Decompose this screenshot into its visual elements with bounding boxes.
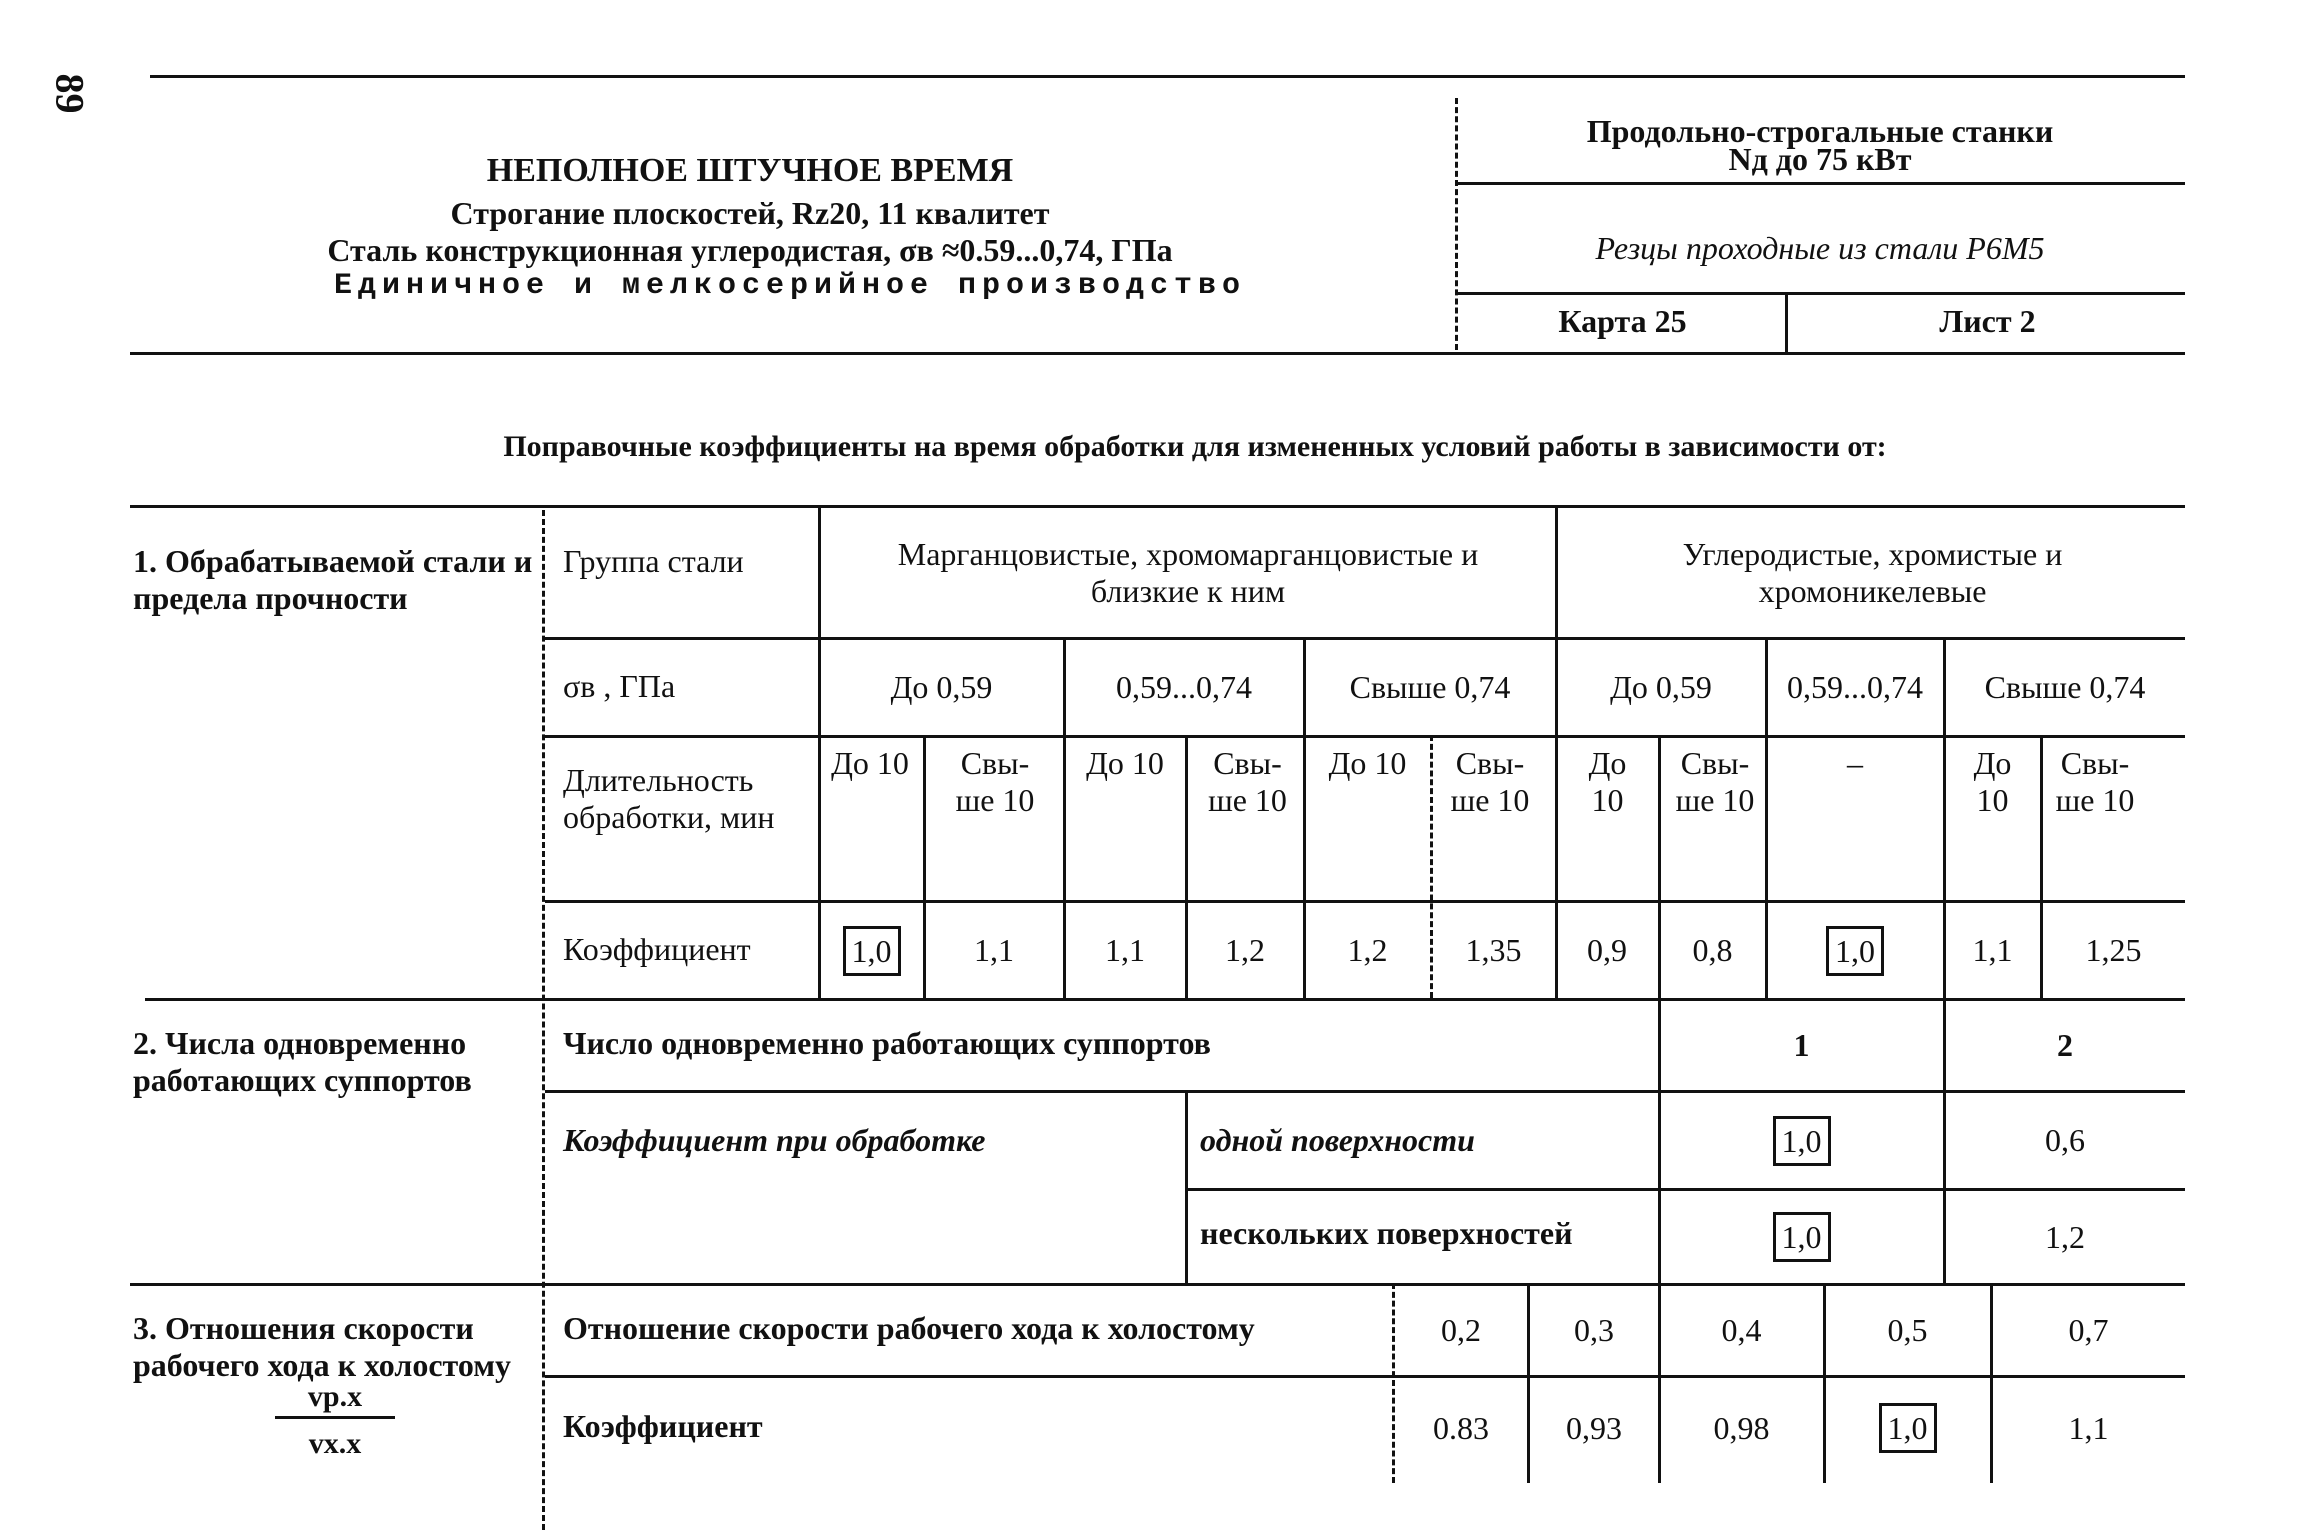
one-surface-1 — [1660, 1093, 1943, 1188]
strength-cell: 0,59...0,74 — [1116, 669, 1252, 705]
coef-cell: 0,9 — [1587, 932, 1627, 968]
duration-cell: До 10 — [1086, 745, 1164, 781]
coef-value: 1,0 — [1826, 926, 1884, 976]
tool-name: Резцы проходные из стали Р6М5 — [1595, 230, 2045, 266]
s2-v-surface — [1185, 1090, 1188, 1283]
coef-cell: 1,1 — [1972, 932, 2013, 968]
duration-cell: – — [1847, 745, 1863, 781]
coef-cell-boxed — [820, 903, 923, 998]
s3-coef-cell: 0,98 — [1713, 1409, 1770, 1446]
coef-value: 1,0 — [843, 926, 901, 976]
strength-cell: Свыше 0,74 — [1349, 669, 1511, 705]
strength-cell: Свыше 0,74 — [1984, 669, 2146, 705]
section2-label: 2. Числа одновременно работающих суппортов — [133, 1025, 472, 1098]
ratio-cell: 0,3 — [1574, 1312, 1614, 1348]
s3-coef-cell: 0,93 — [1566, 1409, 1622, 1446]
duration-cell: До 10 — [1973, 745, 2012, 818]
strength-cell: До 0,59 — [890, 669, 993, 705]
s3-coef-cell: 1,1 — [2068, 1409, 2109, 1446]
steel-group-label: Группа стали — [563, 543, 744, 579]
header-rule-1 — [1455, 182, 2185, 185]
s3-coefficient-label: Коэффициент — [563, 1408, 763, 1444]
duration-cell: Свы- ше 10 — [1675, 745, 1755, 818]
s3-coef-cell: 0.83 — [1433, 1409, 1489, 1446]
header-top-rule — [150, 75, 2185, 78]
coef-cell: 1,2 — [1225, 932, 1265, 968]
coef-cell: 0,8 — [1692, 932, 1733, 968]
coef-cell: 1,2 — [1347, 932, 1388, 968]
duration-cell: До 10 — [831, 745, 909, 781]
steel-group-manganese: Марганцовистые, хромомарганцовистые и близкие к ним — [897, 535, 1479, 609]
duration-cell: Свы- ше 10 — [2055, 745, 2135, 818]
coef-cell: 1,1 — [974, 932, 1014, 968]
duration-cell: Свы- ше 10 — [955, 745, 1035, 818]
s3-coef-value: 1,0 — [1879, 1403, 1937, 1453]
multi-surface-2: 1,2 — [2045, 1218, 2085, 1255]
coef-cell: 1,1 — [1105, 932, 1145, 968]
ratio-cell: 0,5 — [1887, 1312, 1928, 1348]
multi-surface-1 — [1660, 1191, 1943, 1283]
duration-cell: До 10 — [1588, 745, 1627, 818]
section1-label: 1. Обрабатываемой стали и предела прочности — [133, 543, 533, 616]
machine-type: Продольно-строгальные станки — [1586, 113, 2054, 149]
coef-processing-label: Коэффициент при обработке — [563, 1122, 986, 1158]
steel-group-carbon: Углеродистые, хромистые и хромоникелевые — [1682, 535, 2063, 609]
speed-fraction — [275, 1380, 395, 1461]
duration-cell: До 10 — [1328, 745, 1407, 781]
ratio-cell: 0,7 — [2068, 1312, 2109, 1348]
strength-label: σв , ГПа — [563, 668, 676, 704]
card-sheet-divider — [1785, 292, 1788, 352]
duration-label: Длительность обработки, мин — [563, 762, 775, 835]
fraction-numerator: vр.х — [275, 1380, 395, 1419]
ratio-cell: 0,4 — [1721, 1312, 1762, 1348]
coefficient-label: Коэффициент — [563, 931, 751, 967]
header-bottom-rule — [130, 352, 2185, 355]
fraction-denominator: vх.х — [308, 1427, 362, 1460]
support-count-label: Число одновременно работающих суппортов — [563, 1025, 1211, 1061]
strength-cell: До 0,59 — [1610, 669, 1712, 705]
table-title: Поправочные коэффициенты на время обработки для измененных условий работы в зависимости от: — [503, 430, 1887, 463]
label-column-divider — [542, 510, 545, 1530]
multi-surface-1-value: 1,0 — [1773, 1212, 1831, 1262]
s1-rule-strength — [545, 735, 2185, 738]
page-number: 89 — [47, 73, 93, 114]
document-title: НЕПОЛНОЕ ШТУЧНОЕ ВРЕМЯ — [486, 152, 1014, 189]
machine-power: Nд до 75 кВт — [1728, 141, 1912, 177]
ratio-cell: 0,2 — [1441, 1312, 1481, 1348]
header-right-divider — [1455, 98, 1458, 350]
speed-ratio-label: Отношение скорости рабочего хода к холостому — [563, 1310, 1255, 1346]
strength-cell: 0,59...0,74 — [1787, 669, 1923, 705]
s3-coef-cell-boxed — [1825, 1378, 1990, 1478]
section3-label: 3. Отношения скорости рабочего хода к холостому — [133, 1310, 512, 1383]
header-rule-2 — [1455, 292, 2185, 295]
sheet-number: Лист 2 — [1939, 303, 2036, 339]
support-count-2: 2 — [2057, 1027, 2073, 1063]
one-surface-2: 0,6 — [2045, 1122, 2085, 1158]
multi-surface-label: нескольких поверхностей — [1200, 1215, 1573, 1251]
coef-cell-boxed — [1767, 903, 1943, 998]
duration-cell: Свы- ше 10 — [1450, 745, 1530, 818]
coef-cell: 1,25 — [2085, 932, 2142, 968]
card-number: Карта 25 — [1558, 303, 1687, 339]
duration-cell: Свы- ше 10 — [1208, 745, 1287, 818]
header-production-type: Единичное и мелкосерийное производство — [333, 269, 1247, 303]
one-surface-1-value: 1,0 — [1773, 1116, 1831, 1166]
table-top-rule — [130, 505, 2185, 508]
one-surface-label: одной поверхности — [1200, 1122, 1475, 1158]
header-operation: Строгание плоскостей, Rz20, 11 квалитет — [450, 195, 1050, 231]
header-material: Сталь конструкционная углеродистая, σв ≈0.59...0,74, ГПа — [327, 232, 1173, 268]
support-count-1: 1 — [1793, 1027, 1810, 1063]
coef-cell: 1,35 — [1465, 932, 1522, 968]
